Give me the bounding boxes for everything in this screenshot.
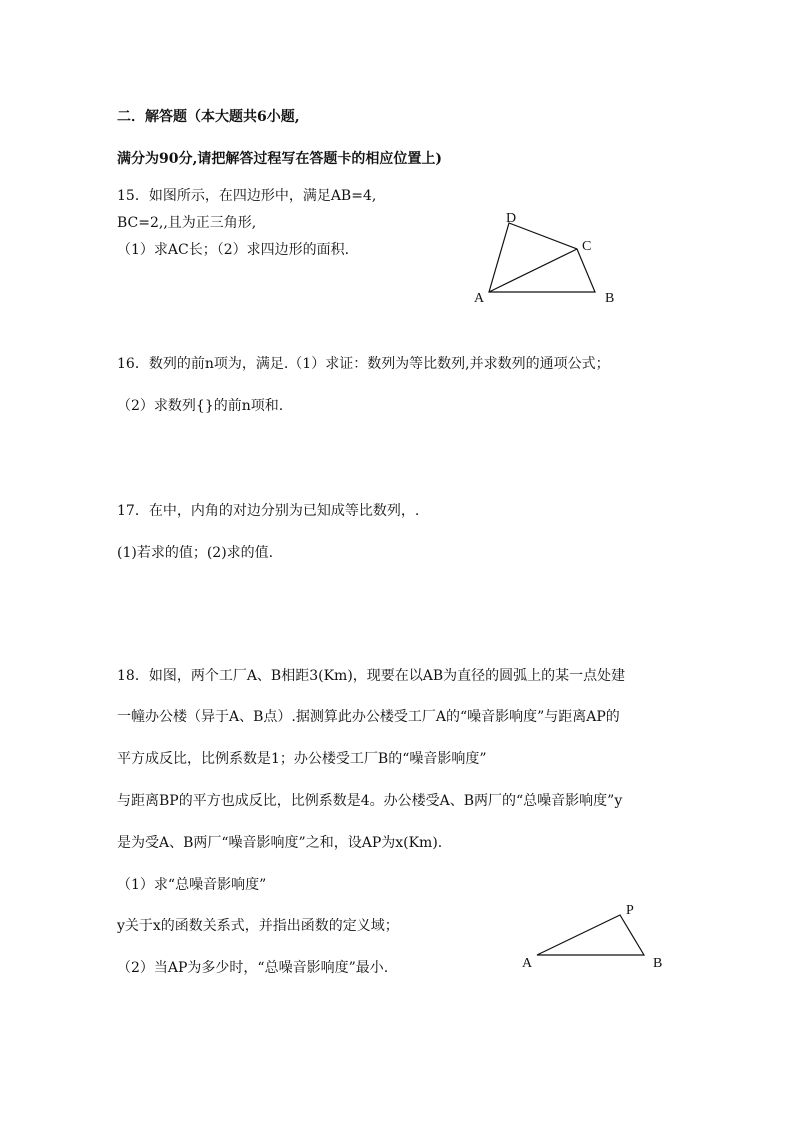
q16-line1: 16．数列的前n项为，满足.（1）求证：数列为等比数列,并求数列的通项公式； — [117, 356, 610, 372]
q18-label-b: B — [653, 956, 663, 971]
q15-label-a: A — [474, 291, 485, 306]
q18-line5: 是为受A、B两厂“噪音影响度”之和，设AP为x(Km). — [117, 835, 443, 851]
q18-triangle-outline — [537, 915, 644, 955]
q18-line4: 与距离BP的平方也成反比，比例系数是4。办公楼受A、B两厂的“总噪音影响度”y — [117, 793, 623, 809]
q15-quadrilateral-outline — [489, 223, 595, 292]
q15-line1: 15．如图所示，在四边形中，满足AB=4, — [117, 188, 377, 204]
section-heading: 二．解答题（本大题共6小题, — [117, 109, 300, 125]
q18-label-p: P — [626, 903, 634, 918]
q18-line8: （2）当AP为多少时，“总噪音影响度”最小. — [117, 960, 389, 976]
q15-diagonal-ac — [489, 249, 577, 292]
q17-line2: (1)若求的值；(2)求的值. — [117, 545, 274, 561]
q18-line6: （1）求“总噪音影响度” — [117, 877, 267, 893]
q16-line2: （2）求数列{}的前n项和. — [117, 398, 284, 414]
q18-line3: 平方成反比，比例系数是1；办公楼受工厂B的“噪音影响度” — [117, 751, 487, 767]
q15-quadrilateral-figure — [468, 208, 628, 308]
q18-line1: 18．如图，两个工厂A、B相距3(Km)，现要在以AB为直径的圆弧上的某一点处建 — [117, 668, 626, 684]
q18-line2: 一幢办公楼（异于A、B点）.据测算此办公楼受工厂A的“噪音影响度”与距离AP的 — [117, 709, 620, 725]
q15-label-b: B — [605, 291, 615, 306]
q15-label-c: C — [582, 239, 592, 254]
q15-line3: （1）求AC长；（2）求四边形的面积. — [117, 242, 350, 258]
q18-line7: y关于x的函数关系式，并指出函数的定义域； — [117, 918, 399, 934]
q15-label-d: D — [506, 211, 517, 226]
q18-label-a: A — [522, 956, 533, 971]
section-subheading: 满分为90分,请把解答过程写在答题卡的相应位置上) — [117, 151, 442, 167]
q18-triangle-figure — [516, 897, 676, 977]
q15-line2: BC=2,,且为正三角形, — [117, 215, 257, 231]
q17-line1: 17．在中，内角的对边分别为已知成等比数列，. — [117, 503, 420, 519]
